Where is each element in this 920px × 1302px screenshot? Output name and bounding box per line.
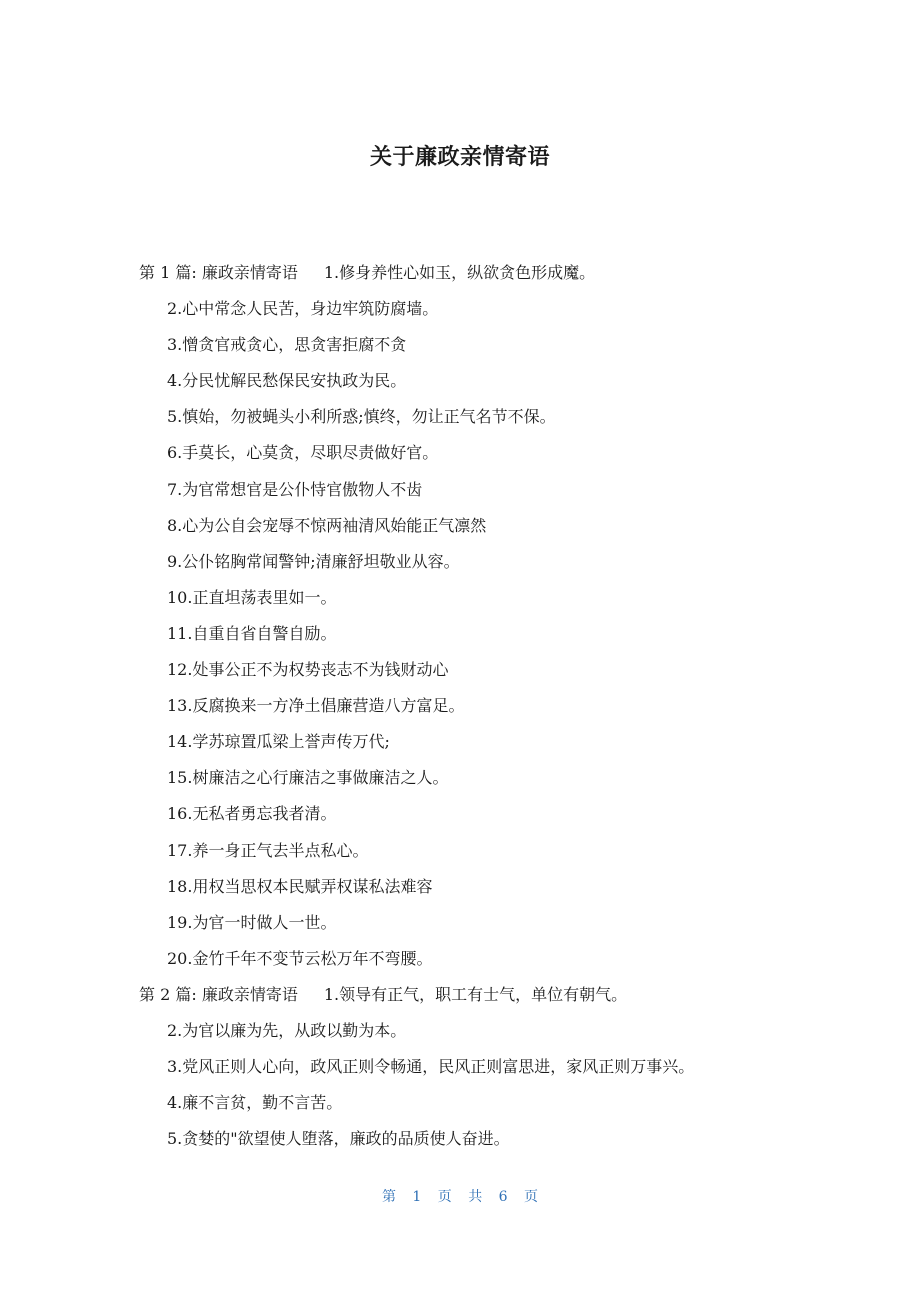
page-footer [0, 1186, 920, 1206]
list-item: 12.处事公正不为权势丧志不为钱财动心 [167, 660, 449, 680]
list-item: 1.修身养性心如玉，纵欲贪色形成魔。 [323, 263, 596, 282]
total-pages: 6 [498, 1189, 508, 1205]
list-item: 11.自重自省自警自励。 [167, 623, 337, 643]
document-body [0, 255, 920, 1157]
section-label: 第 2 篇: 廉政亲情寄语 [139, 984, 298, 1004]
list-item: 7.为官常想官是公仆恃官傲物人不齿 [167, 479, 423, 499]
list-item: 20.金竹千年不变节云松万年不弯腰。 [167, 948, 433, 968]
list-item: 8.心为公自会宠辱不惊两袖清风始能正气凛然 [167, 515, 487, 535]
footer-middle: 页 共 [437, 1189, 483, 1205]
list-item: 3.憎贪官戒贪心，思贪害拒腐不贪 [167, 335, 407, 355]
section-heading-1 [0, 255, 920, 291]
footer-suffix: 页 [524, 1189, 539, 1205]
list-item: 17.养一身正气去半点私心。 [167, 840, 369, 860]
list-item: 2.心中常念人民苦，身边牢筑防腐墙。 [167, 299, 439, 319]
list-item: 1.领导有正气，职工有士气，单位有朝气。 [323, 984, 628, 1004]
footer-prefix: 第 [381, 1189, 396, 1205]
list-item: 5.慎始，勿被蝇头小利所惑;慎终，勿让正气名节不保。 [167, 407, 556, 427]
list-item: 4.分民忧解民愁保民安执政为民。 [167, 371, 407, 391]
list-item: 9.公仆铭胸常闻警钟;清廉舒坦敬业从容。 [167, 551, 460, 571]
section-heading-2 [0, 977, 920, 1013]
current-page-number: 1 [412, 1189, 422, 1205]
section-label: 第 1 篇: 廉政亲情寄语 [139, 263, 298, 282]
list-item: 16.无私者勇忘我者清。 [167, 804, 337, 824]
list-item: 18.用权当思权本民赋弄权谋私法难容 [167, 876, 433, 896]
list-item: 19.为官一时做人一世。 [167, 912, 337, 932]
list-item: 4.廉不言贫，勤不言苦。 [167, 1093, 343, 1113]
list-item: 10.正直坦荡表里如一。 [167, 587, 337, 607]
list-item: 13.反腐换来一方净土倡廉营造八方富足。 [167, 696, 465, 716]
list-item: 15.树廉洁之心行廉洁之事做廉洁之人。 [167, 768, 449, 788]
list-item: 2.为官以廉为先，从政以勤为本。 [167, 1020, 407, 1040]
page-title: 关于廉政亲情寄语 [369, 145, 550, 170]
list-item: 6.手莫长，心莫贪，尽职尽责做好官。 [167, 443, 439, 463]
list-item: 3.党风正则人心向，政风正则令畅通，民风正则富思进，家风正则万事兴。 [167, 1057, 695, 1077]
list-item: 5.贪婪的"欲望使人堕落，廉政的品质使人奋进。 [167, 1129, 510, 1149]
list-item: 14.学苏琼置瓜梁上誉声传万代; [167, 732, 390, 752]
